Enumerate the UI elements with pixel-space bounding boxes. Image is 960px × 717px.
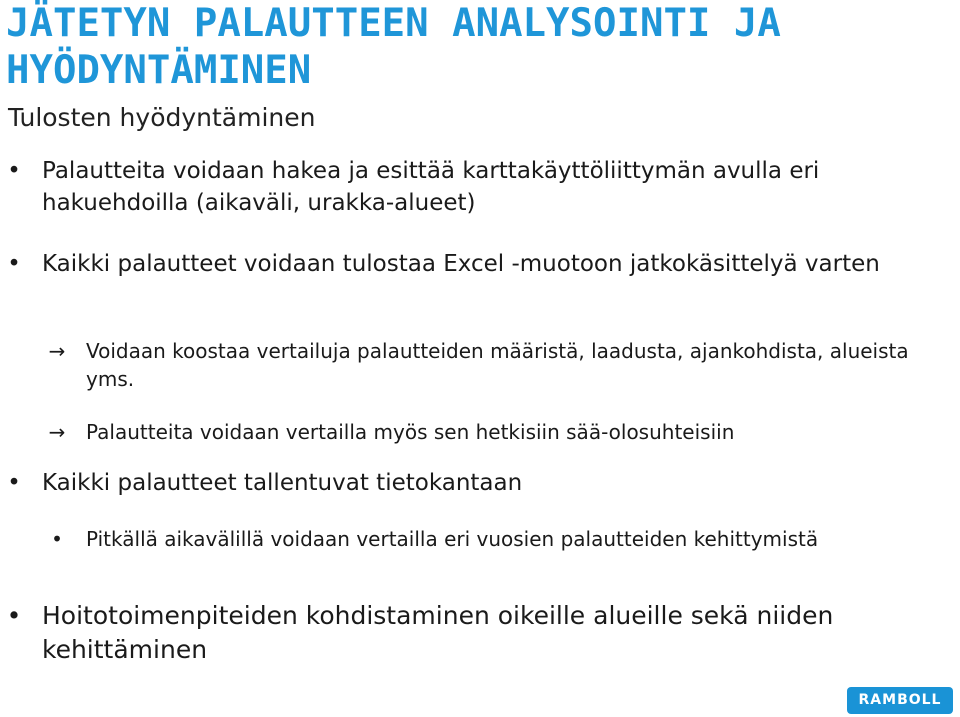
slide-subtitle: Tulosten hyödyntäminen <box>8 103 316 132</box>
arrow-item <box>48 418 916 446</box>
bullet-icon: • <box>7 470 21 496</box>
ramboll-logo: RAMBOLL <box>847 687 953 714</box>
bullet-text: Kaikki palautteet tallentuvat tietokantaan <box>42 470 523 496</box>
arrow-item-text: Palautteita voidaan vertailla myös sen hetkisiin sää-olosuhteisiin <box>86 420 735 444</box>
arrow-right-icon: → <box>48 339 66 363</box>
bullet-icon: • <box>7 251 21 277</box>
sub-bullet-text: Pitkällä aikavälillä voidaan vertailla eri vuosien palautteiden kehittymistä <box>86 527 819 551</box>
bullet-item <box>6 599 922 667</box>
bullet-item <box>7 155 922 219</box>
bullet-text: Kaikki palautteet voidaan tulostaa Excel -muotoon jatkokäsittelyä varten <box>42 251 880 277</box>
arrow-right-icon: → <box>48 420 66 444</box>
bullet-icon: • <box>6 601 22 630</box>
bullet-item <box>7 467 922 499</box>
bullet-text: Palautteita voidaan hakea ja esittää karttakäyttöliittymän avulla eri hakuehdoilla (aikaväli, urakka-alueet) <box>42 158 820 216</box>
slide-title: JÄTETYN PALAUTTEEN ANALYSOINTI JA HYÖDYNTÄMINEN <box>6 1 781 93</box>
bullet-item <box>7 248 922 280</box>
arrow-item <box>48 337 916 393</box>
arrow-item-text: Voidaan koostaa vertailuja palautteiden määristä, laadusta, ajankohdista, alueista yms. <box>86 339 909 391</box>
bullet-text: Hoitotoimenpiteiden kohdistaminen oikeille alueille sekä niiden kehittäminen <box>42 601 834 664</box>
sub-bullet-item <box>51 525 916 553</box>
bullet-icon: • <box>7 158 21 184</box>
bullet-icon: • <box>51 527 63 551</box>
